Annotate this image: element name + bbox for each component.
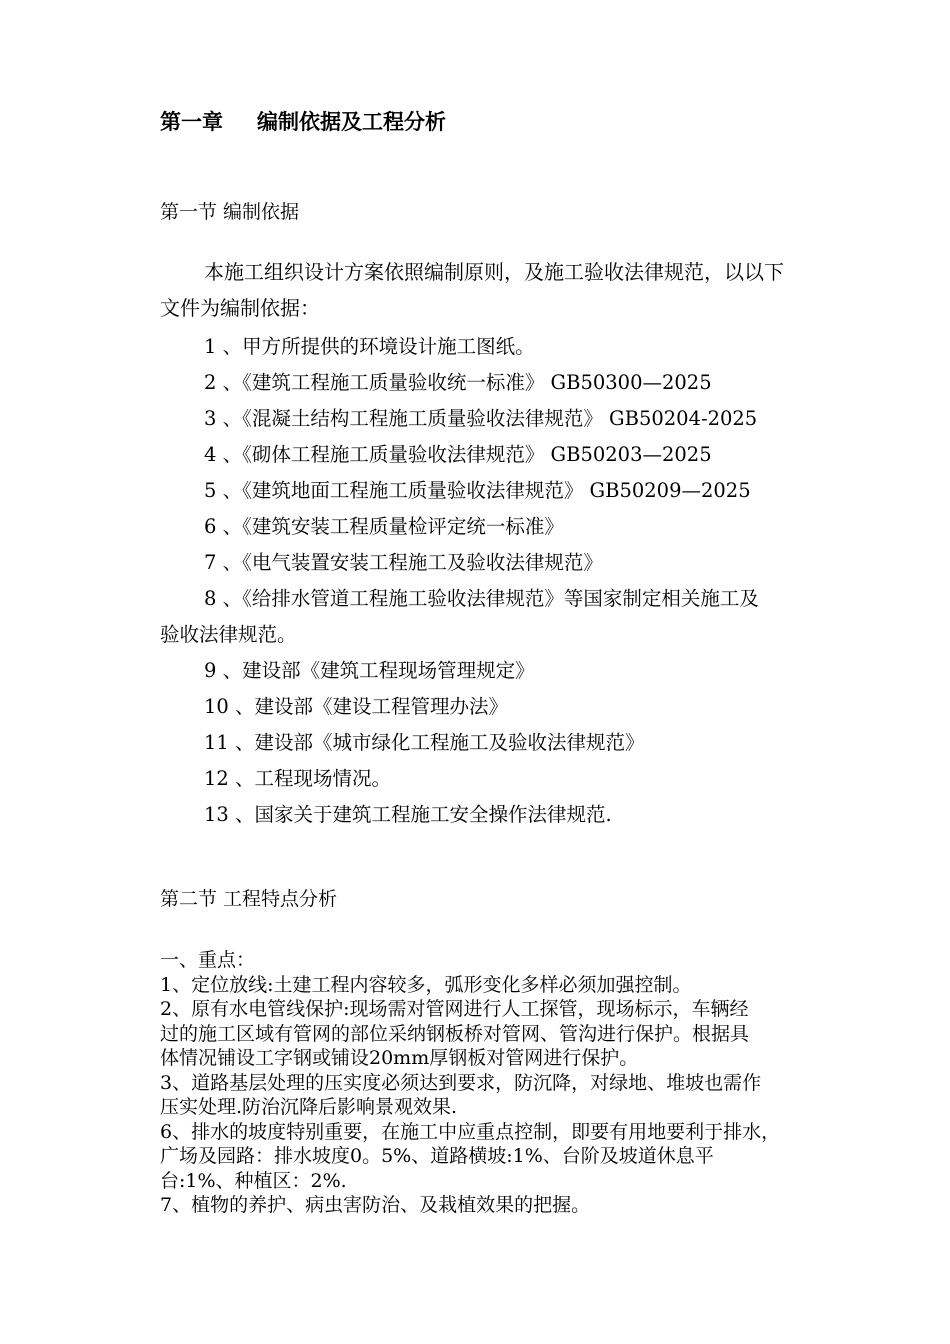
- section-title-1: 第一节 编制依据: [160, 201, 300, 223]
- list-item-text: 3 、《混凝土结构工程施工质量验收法律规范》 GB50204-2025: [204, 407, 758, 430]
- list-item: [160, 581, 860, 653]
- analysis-line: 3、道路基层处理的压实度必须达到要求，防沉降，对绿地、堆坡也需作: [160, 1071, 762, 1094]
- intro-line-1: 本施工组织设计方案依照编制原则，及施工验收法律规范，以以下: [204, 260, 784, 284]
- list-item: [160, 725, 860, 761]
- analysis-line: 7、植物的养护、病虫害防治、及栽植效果的把握。: [160, 1194, 591, 1216]
- analysis-line: 体情况铺设工字钢或铺设20mm厚钢板对管网进行保护。: [160, 1047, 639, 1069]
- section-title-2: 第二节 工程特点分析: [160, 888, 338, 910]
- analysis-line: 2、原有水电管线保护:现场需对管网进行人工探管，现场标示，车辆经: [160, 998, 749, 1020]
- intro-paragraph: [160, 254, 860, 326]
- list-item: [160, 509, 860, 545]
- list-item-text-continued: 验收法律规范。: [160, 623, 297, 646]
- list-item-text: 5 、《建筑地面工程施工质量验收法律规范》 GB50209—2025: [204, 479, 751, 502]
- analysis-line: 一、重点：: [160, 949, 256, 971]
- list-item: [160, 401, 860, 437]
- list-item: [160, 653, 860, 689]
- list-item: [160, 761, 860, 797]
- list-item-text: 4 、《砌体工程施工质量验收法律规范》 GB50203—2025: [204, 443, 712, 466]
- list-item-text: 13 、国家关于建筑工程施工安全操作法律规范.: [204, 803, 612, 826]
- list-item-text: 9 、建设部《建筑工程现场管理规定》: [204, 659, 535, 682]
- basis-list: [160, 329, 860, 833]
- list-item-text: 7 、《电气装置安装工程施工及验收法律规范》: [204, 551, 603, 574]
- analysis-line: 6、排水的坡度特别重要，在施工中应重点控制，即要有用地要利于排水，: [160, 1120, 781, 1143]
- chapter-title: [160, 106, 446, 136]
- list-item: [160, 329, 860, 365]
- list-item: [160, 437, 860, 473]
- list-item-text: 6 、《建筑安装工程质量检评定统一标准》: [204, 515, 564, 538]
- list-item-text: 10 、建设部《建设工程管理办法》: [204, 695, 509, 718]
- list-item: [160, 365, 860, 401]
- list-item-text: 1 、甲方所提供的环境设计施工图纸。: [204, 335, 535, 358]
- intro-line-2: 文件为编制依据：: [160, 296, 320, 320]
- list-item: [160, 545, 860, 581]
- analysis-line: 压实处理.防治沉降后影响景观效果.: [160, 1096, 458, 1118]
- chapter-name: 编制依据及工程分析: [257, 110, 446, 134]
- list-item: [160, 473, 860, 509]
- list-item-text: 8 、《给排水管道工程施工验收法律规范》等国家制定相关施工及: [204, 587, 759, 610]
- analysis-line: 过的施工区域有管网的部位采纳钢板桥对管网、管沟进行保护。根据具: [160, 1022, 750, 1045]
- chapter-number: 第一章: [160, 110, 223, 134]
- analysis-line: 台:1%、种植区：2%.: [160, 1169, 347, 1192]
- analysis-line: 广场及园路：排水坡度0。5%、道路横坡:1%、台阶及坡道休息平: [160, 1145, 714, 1167]
- list-item-text: 11 、建设部《城市绿化工程施工及验收法律规范》: [204, 731, 645, 754]
- list-item: [160, 689, 860, 725]
- analysis-block: [160, 948, 880, 1218]
- analysis-line: 1、定位放线:土建工程内容较多，弧形变化多样必须加强控制。: [160, 973, 692, 996]
- list-item-text: 12 、工程现场情况。: [204, 767, 392, 790]
- list-item: [160, 797, 860, 833]
- list-item-text: 2 、《建筑工程施工质量验收统一标准》 GB50300—2025: [204, 371, 712, 394]
